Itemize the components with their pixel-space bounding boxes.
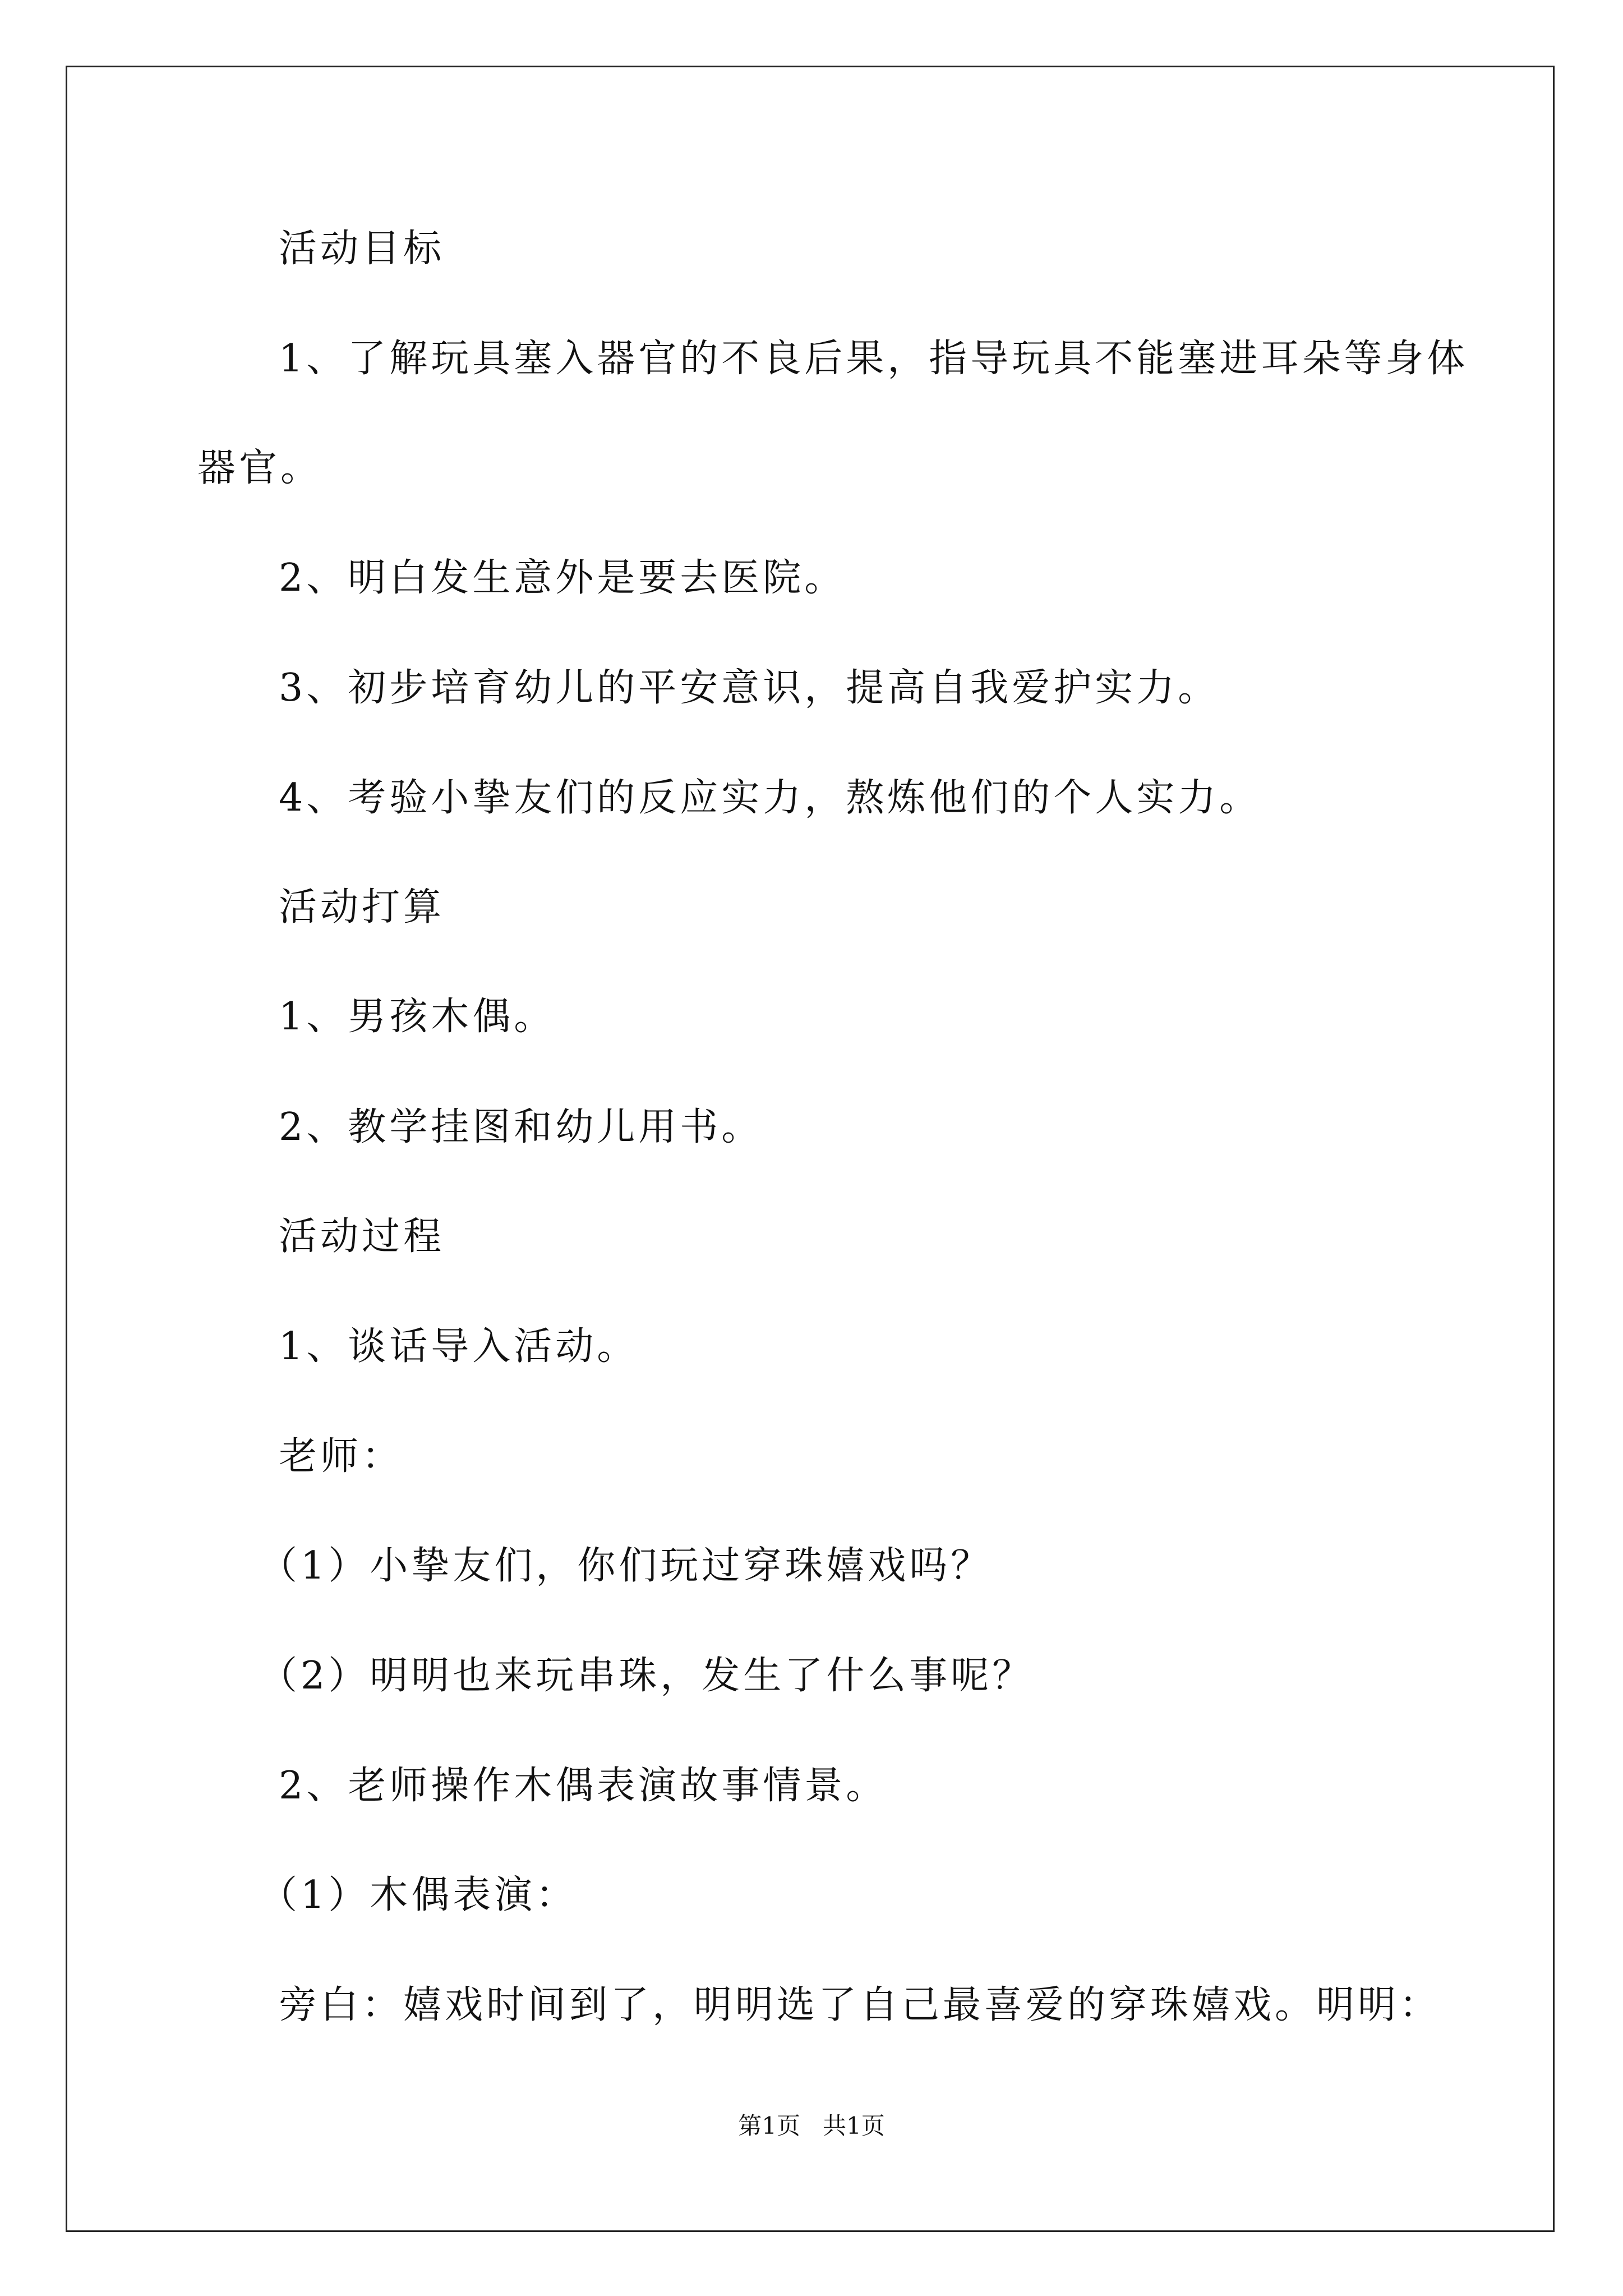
heading-activity-preparation: 活动打算 xyxy=(279,885,445,930)
goal-item-2: 2、明白发生意外是要去医院。 xyxy=(279,556,846,600)
preparation-item-1: 1、男孩木偶。 xyxy=(279,995,556,1039)
narration-line: 旁白：嬉戏时间到了，明明选了自己最喜爱的穿珠嬉戏。明明： xyxy=(279,1983,1441,2027)
page-footer: 第1页 共1页 xyxy=(738,2112,885,2139)
teacher-question-1: （1）小挚友们，你们玩过穿珠嬉戏吗？ xyxy=(259,1544,993,1588)
goal-item-3: 3、初步培育幼儿的平安意识，提高自我爱护实力。 xyxy=(279,666,1220,710)
process-step-1: 1、谈话导入活动。 xyxy=(279,1324,639,1369)
puppet-show-label: （1）木偶表演： xyxy=(259,1873,578,1917)
goal-item-1-continued: 器官。 xyxy=(197,446,322,490)
heading-activity-process: 活动过程 xyxy=(279,1214,445,1259)
teacher-question-2: （2）明明也来玩串珠，发生了什么事呢？ xyxy=(259,1654,1034,1698)
heading-activity-goals: 活动目标 xyxy=(279,227,445,271)
process-step-2: 2、老师操作木偶表演故事情景。 xyxy=(279,1764,888,1808)
teacher-label: 老师： xyxy=(279,1434,404,1479)
preparation-item-2: 2、教学挂图和幼儿用书。 xyxy=(279,1105,763,1149)
goal-item-1: 1、了解玩具塞入器官的不良后果，指导玩具不能塞进耳朵等身体 xyxy=(279,337,1469,381)
goal-item-4: 4、考验小挚友们的反应实力，熬炼他们的个人实力。 xyxy=(279,776,1261,820)
